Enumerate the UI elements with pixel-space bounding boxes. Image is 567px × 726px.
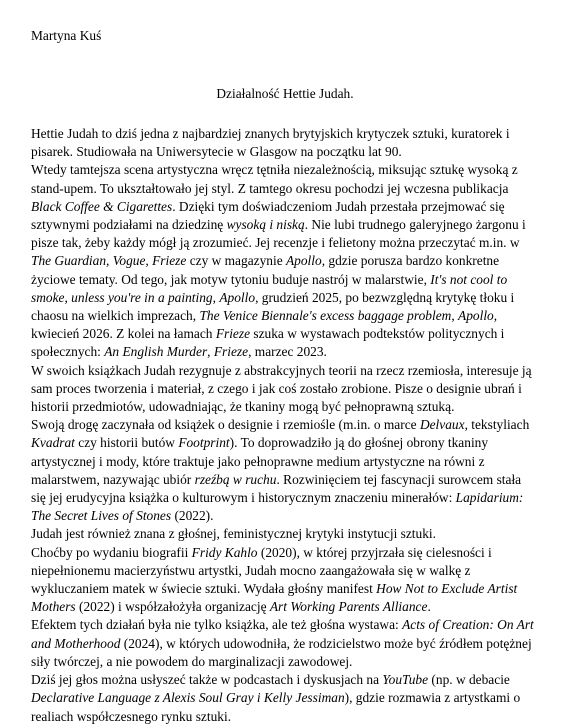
text-segment: . xyxy=(427,599,431,615)
body-paragraph xyxy=(31,616,539,671)
italic-text-segment: Art Working Parents Alliance xyxy=(269,599,428,615)
body-paragraph xyxy=(31,416,539,525)
text-segment: Judah jest również znana z głośnej, feministycznej krytyki instytucji sztuki. xyxy=(31,526,436,542)
italic-text-segment: wysoką i niską xyxy=(226,217,305,233)
body-paragraph xyxy=(31,125,539,161)
text-segment: ), gdzie rozmawia z artystkami o realiach współczesnego rynku sztuki. xyxy=(31,690,521,724)
author-name: Martyna Kuś xyxy=(31,28,102,43)
text-segment: , marzec 2023. xyxy=(248,344,327,360)
document-body xyxy=(31,125,539,726)
italic-text-segment: Apollo xyxy=(219,289,256,305)
italic-text-segment: Lapidarium: The Secret Lives of Stones xyxy=(31,490,524,524)
italic-text-segment: Frieze xyxy=(215,326,251,342)
text-segment: szuka w wystawach podtekstów politycznych i społecznych: xyxy=(31,326,505,360)
text-segment: Dziś jej głos można usłyszeć także w podcastach i dyskusjach na xyxy=(31,672,383,688)
text-segment: , tekstyliach xyxy=(464,417,530,433)
italic-text-segment: Footprint xyxy=(178,435,230,451)
text-segment: (2022) i współzałożyła organizację xyxy=(75,599,270,615)
italic-text-segment: Kvadrat xyxy=(31,435,75,451)
text-segment: Hettie Judah to dziś jedna z najbardziej znanych brytyjskich krytyczek sztuki, kuratorek i pisarek. Studiowała na Uniwersytecie w Glasgow na początku lat 90. xyxy=(31,126,510,160)
italic-text-segment: The Venice Biennale's excess baggage problem xyxy=(199,308,452,324)
body-paragraph xyxy=(31,525,539,543)
italic-text-segment: Apollo xyxy=(285,253,322,269)
text-segment: W swoich książkach Judah rezygnuje z abstrakcyjnych teorii na rzecz rzemiosła, interesuje ją sam proces tworzenia i materiał, z czego i jak coś zostało zrobione. Pisze o designie ubrań i historii przedmiotów, udowadniając, że tkaniny mogą być pełnoprawną sztuką. xyxy=(31,362,532,415)
text-segment: , kwiecień 2026. Z kolei na łamach xyxy=(31,308,498,342)
italic-text-segment: It's not cool to smoke, unless you're in a painting xyxy=(31,271,508,305)
italic-text-segment: How Not to Exclude Artist Mothers xyxy=(31,581,518,615)
text-segment: czy historii butów xyxy=(74,435,179,451)
text-segment: . Nie lubi trudnego galeryjnego żargonu i pisze tak, żeby każdy mógł ją zrozumieć. Jej recenzje i felietony można przeczytać m.in. w xyxy=(31,217,526,251)
italic-text-segment: YouTube xyxy=(382,672,429,688)
italic-text-segment: Delvaux xyxy=(419,417,465,433)
text-segment: (2022). xyxy=(171,508,214,524)
text-segment: , xyxy=(212,289,220,305)
text-segment: (2024), w których udowodniła, że rodzicielstwo może być źródłem potężnej siły twórczej, a nie powodem do marginalizacji zawodowej. xyxy=(31,635,532,669)
text-segment: Wtedy tamtejsza scena artystyczna wręcz tętniła niezależnością, miksując sztukę wysoką z stand-upem. To ukształtowało jej styl. Z tamtego okresu pochodzi jej wczesna publikacja xyxy=(31,162,518,196)
italic-text-segment: Fridy Kahlo xyxy=(191,544,258,560)
text-segment: Swoją drogę zaczynała od książek o designie i rzemiośle (m.in. o marce xyxy=(31,417,420,433)
text-segment: , grudzień 2025, po bezwzględną krytykę tłoku i chaosu na wielkich imprezach, xyxy=(31,289,515,324)
document-page xyxy=(31,27,539,726)
italic-text-segment: Frieze xyxy=(213,344,249,360)
text-segment: Efektem tych działań była nie tylko książka, ale też głośna wystawa: xyxy=(31,617,403,633)
text-segment: Choćby po wydaniu biografii xyxy=(31,544,192,560)
italic-text-segment: Declarative Language z Alexis Soul Gray i Kelly Jessiman xyxy=(31,690,345,706)
italic-text-segment: The Guardian, Vogue, Frieze xyxy=(31,253,187,269)
text-segment: , gdzie porusza bardzo konkretne życiowe tematy. Od tego, jak motyw tytoniu buduje nastrój w malarstwie, xyxy=(31,253,500,287)
text-segment: (2020), w której przyjrzała się cielesności i niepełnionemu macierzyństwu artystki, Judah mocno zaangażowała się w walkę z wykluczaniem matek w świecie sztuki. Wydała głośny manifest xyxy=(31,544,492,597)
body-paragraph xyxy=(31,161,539,361)
italic-text-segment: Black Coffee & Cigarettes xyxy=(31,198,173,214)
body-paragraph xyxy=(31,544,539,617)
body-paragraph xyxy=(31,362,539,417)
text-segment: , xyxy=(207,344,214,360)
italic-text-segment: Acts of Creation: On Art and Motherhood xyxy=(31,617,534,651)
text-segment: czy w magazynie xyxy=(186,253,286,269)
text-segment: , xyxy=(451,308,459,324)
text-segment: (np. w debacie xyxy=(428,672,510,688)
text-segment: . Dzięki tym doświadczeniom Judah przestała przejmować się sztywnymi podziałami na dziedzinę xyxy=(31,198,505,233)
document-title: Działalność Hettie Judah. xyxy=(216,86,354,101)
italic-text-segment: An English Murder xyxy=(104,344,208,360)
text-segment: . Rozwinięciem tej fascynacji surowcem stała się jej erudycyjna książka o kulturowym i historycznym znaczeniu minerałów: xyxy=(31,471,522,506)
italic-text-segment: Apollo xyxy=(458,308,494,324)
italic-text-segment: rzeźbą w ruchu xyxy=(194,471,277,487)
body-paragraph xyxy=(31,671,539,726)
text-segment: ). To doprowadziło ją do głośnej obrony tkaniny artystycznej i mody, które traktuje jako pełnoprawne medium artystyczne na równi z malarstwem, nazywając ubiór xyxy=(31,435,489,487)
